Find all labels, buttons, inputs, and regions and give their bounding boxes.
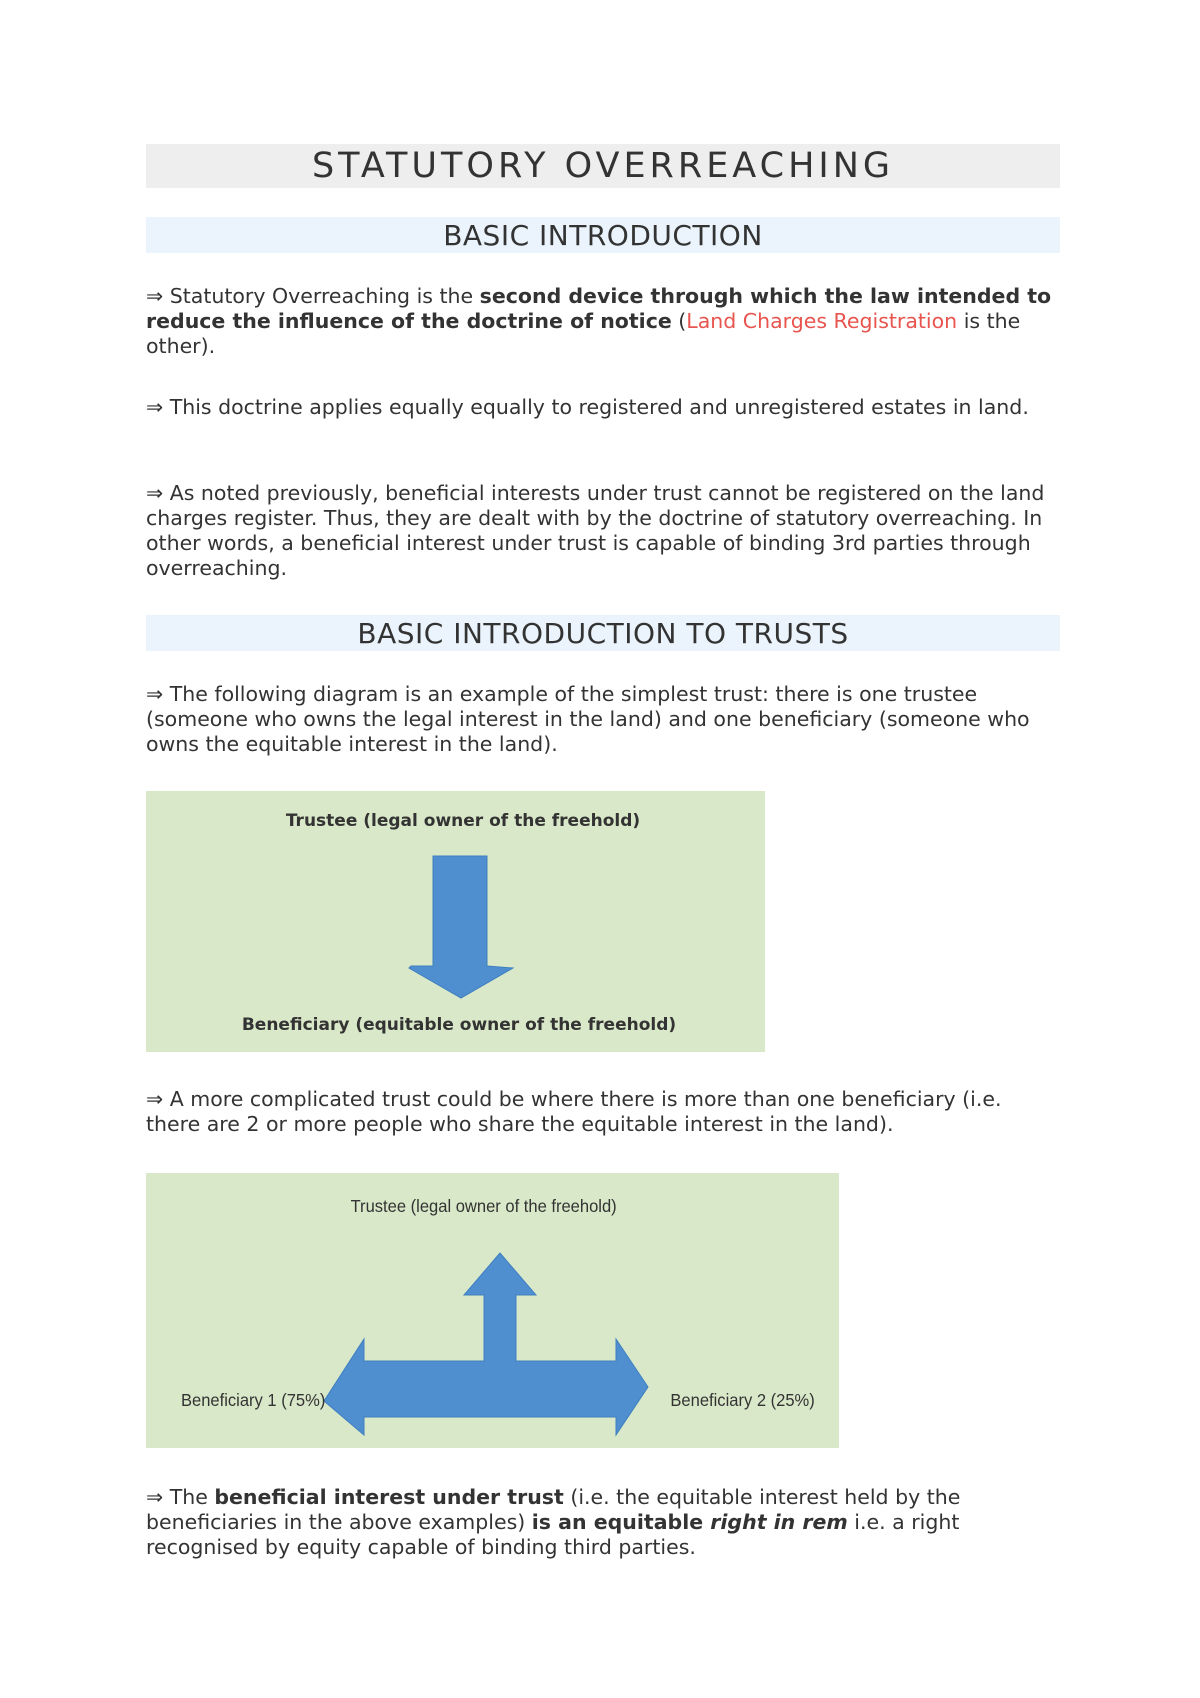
diagram1-trustee-label: Trustee (legal owner of the freehold) bbox=[285, 811, 641, 831]
paragraph-1-end: is the other). bbox=[146, 309, 1021, 358]
section-heading-intro bbox=[146, 217, 1060, 253]
paragraph-1-bold: second device through which the law intended to reduce the influence of the doctrine of notice bbox=[146, 284, 1052, 333]
arrow-bullet: ⇒ bbox=[146, 481, 164, 505]
paragraph-2 bbox=[146, 395, 1060, 420]
arrow-bullet: ⇒ bbox=[146, 1485, 164, 1509]
paragraph-1-text: Statutory Overreaching is the bbox=[163, 284, 480, 308]
paragraph-4 bbox=[146, 682, 1060, 757]
paragraph-4-text: The following diagram is an example of the simplest trust: there is one trustee (someone who owns the legal interest in the land) and one beneficiary (someone who owns the equitable interest in the land). bbox=[146, 682, 1030, 756]
arrow-bullet: ⇒ bbox=[146, 395, 164, 419]
paragraph-6-mid: (i.e. the equitable interest held by the beneficiaries in the above examples) bbox=[146, 1485, 961, 1534]
paragraph-6-bold-2: is an equitable bbox=[531, 1510, 711, 1534]
paragraph-5-text: A more complicated trust could be where there is more than one beneficiary (i.e. there are 2 or more people who share the equitable interest in the land). bbox=[146, 1087, 1002, 1136]
paragraph-1 bbox=[146, 284, 1060, 359]
three-way-arrow-icon bbox=[324, 1253, 648, 1435]
paragraph-6 bbox=[146, 1485, 1060, 1560]
paragraph-6-bold: beneficial interest under trust bbox=[214, 1485, 564, 1509]
arrow-bullet: ⇒ bbox=[146, 1087, 164, 1111]
paragraph-3 bbox=[146, 481, 1060, 581]
paragraph-1-paren: ( bbox=[671, 309, 687, 333]
simple-trust-diagram bbox=[146, 791, 765, 1052]
section-heading-trusts bbox=[146, 615, 1060, 651]
arrow-bullet: ⇒ bbox=[146, 682, 164, 706]
two-beneficiary-trust-diagram bbox=[146, 1173, 839, 1448]
diagram2-trustee-label: Trustee (legal owner of the freehold) bbox=[350, 1195, 617, 1217]
paragraph-6-text: The bbox=[163, 1485, 215, 1509]
down-arrow-icon bbox=[409, 856, 513, 998]
paragraph-5 bbox=[146, 1087, 1060, 1137]
section-heading-intro-label: BASIC INTRODUCTION bbox=[443, 218, 763, 252]
page-title: STATUTORY OVERREACHING bbox=[311, 146, 895, 186]
paragraph-2-text: This doctrine applies equally equally to registered and unregistered estates in land. bbox=[163, 395, 1029, 419]
diagram2-beneficiary-2-label: Beneficiary 2 (25%) bbox=[670, 1389, 815, 1411]
arrow-bullet: ⇒ bbox=[146, 284, 164, 308]
diagram1-beneficiary-label: Beneficiary (equitable owner of the freehold) bbox=[241, 1015, 677, 1035]
land-charges-link[interactable]: Land Charges Registration bbox=[686, 309, 958, 333]
paragraph-6-end: i.e. a right recognised by equity capable of binding third parties. bbox=[146, 1510, 960, 1559]
diagram2-beneficiary-1-label: Beneficiary 1 (75%) bbox=[180, 1389, 326, 1411]
paragraph-3-text: As noted previously, beneficial interests under trust cannot be registered on the land charges register. Thus, they are dealt with by the doctrine of statutory overreaching. In other words, a beneficial interest under trust is capable of binding 3rd parties through overreaching. bbox=[146, 481, 1045, 580]
paragraph-6-italic: right in rem bbox=[710, 1510, 848, 1534]
section-heading-trusts-label: BASIC INTRODUCTION TO TRUSTS bbox=[357, 616, 849, 650]
title-banner bbox=[146, 144, 1060, 188]
